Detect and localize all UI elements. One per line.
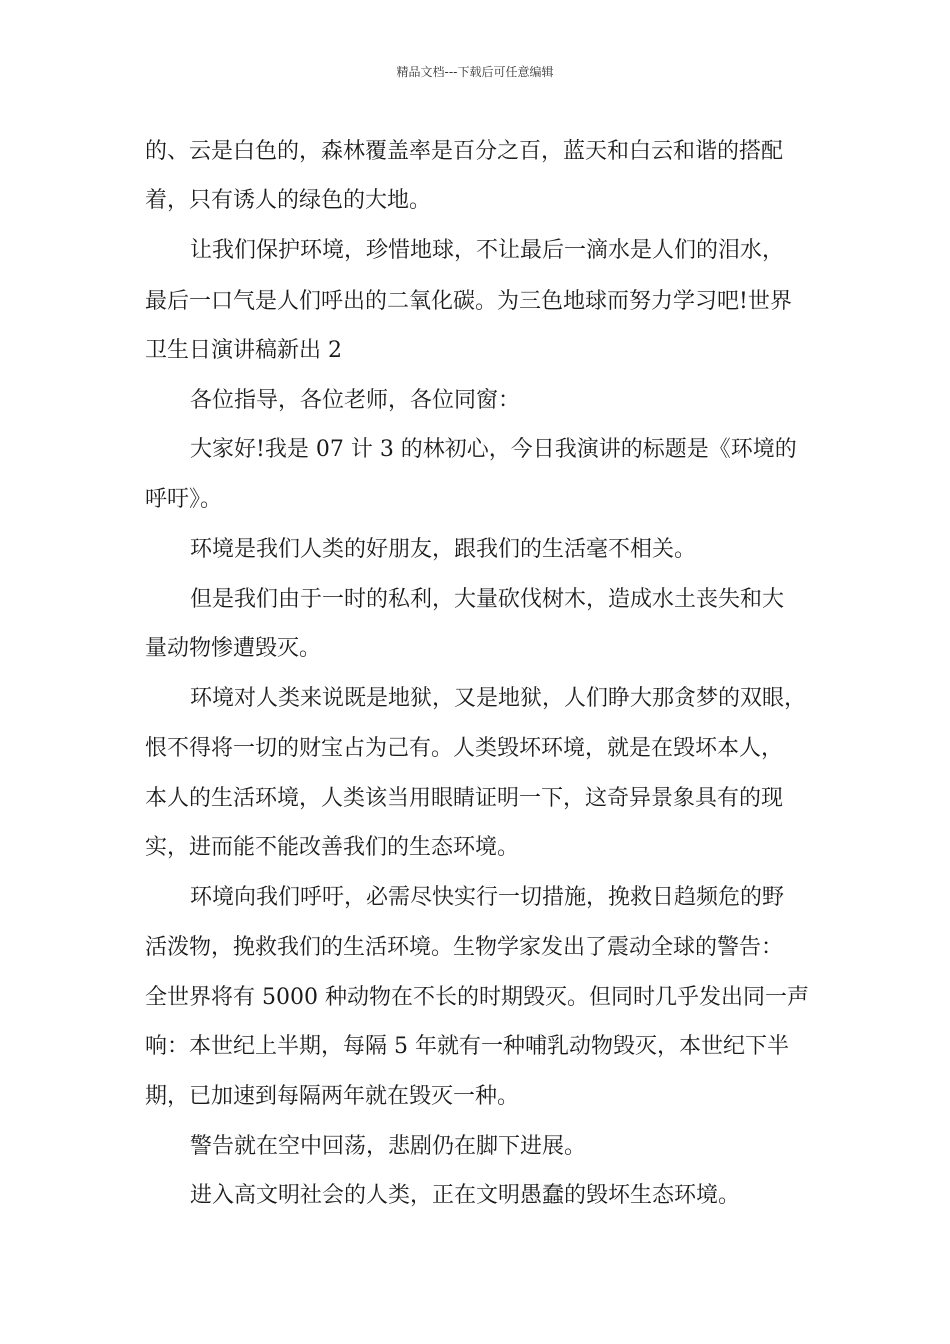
paragraph-first-line: 但是我们由于一时的私利，大量砍伐树木，造成水土丧失和大 bbox=[190, 587, 785, 612]
text-line: 着，只有诱人的绿色的大地。 bbox=[145, 188, 432, 213]
text-line: 的、云是白色的，森林覆盖率是百分之百，蓝天和白云和谐的搭配 bbox=[145, 139, 784, 164]
text-line: 本人的生活环境，人类该当用眼睛证明一下，这奇异景象具有的现 bbox=[145, 786, 784, 811]
text-line: 期，已加速到每隔两年就在毁灭一种。 bbox=[145, 1084, 520, 1109]
text-line: 呼吁》。 bbox=[145, 487, 223, 512]
text-line: 响：本世纪上半期，每隔 5 年就有一种哺乳动物毁灭，本世纪下半 bbox=[145, 1034, 789, 1059]
text-line: 全世界将有 5000 种动物在不长的时期毁灭。但同时几乎发出同一声 bbox=[145, 985, 809, 1010]
page-header: 精品文档---下载后可任意编辑 bbox=[396, 65, 554, 79]
text-line: 恨不得将一切的财宝占为己有。人类毁坏环境，就是在毁坏本人， bbox=[145, 736, 784, 761]
paragraph-first-line: 各位指导，各位老师，各位同窗： bbox=[190, 388, 521, 413]
text-line: 卫生日演讲稿新出 2 bbox=[145, 338, 342, 363]
paragraph-first-line: 大家好!我是 07 计 3 的林初心，今日我演讲的标题是《环境的 bbox=[190, 437, 797, 462]
text-line: 量动物惨遭毁灭。 bbox=[145, 636, 322, 661]
text-line: 活泼物，挽救我们的生活环境。生物学家发出了震动全球的警告： bbox=[145, 935, 784, 960]
paragraph-first-line: 环境是我们人类的好朋友，跟我们的生活毫不相关。 bbox=[190, 537, 697, 562]
text-line: 实，进而能不能改善我们的生态环境。 bbox=[145, 835, 520, 860]
paragraph-first-line: 让我们保护环境，珍惜地球，不让最后一滴水是人们的泪水， bbox=[190, 238, 785, 263]
paragraph-first-line: 环境对人类来说既是地狱，又是地狱，人们睁大那贪梦的双眼， bbox=[190, 686, 807, 711]
paragraph-first-line: 进入高文明社会的人类，正在文明愚蠢的毁坏生态环境。 bbox=[190, 1183, 741, 1208]
text-line: 最后一口气是人们呼出的二氧化碳。为三色地球而努力学习吧!世界 bbox=[145, 289, 792, 314]
paragraph-first-line: 环境向我们呼吁，必需尽快实行一切措施，挽救日趋频危的野 bbox=[190, 885, 785, 910]
paragraph-first-line: 警告就在空中回荡，悲剧仍在脚下进展。 bbox=[190, 1134, 587, 1159]
